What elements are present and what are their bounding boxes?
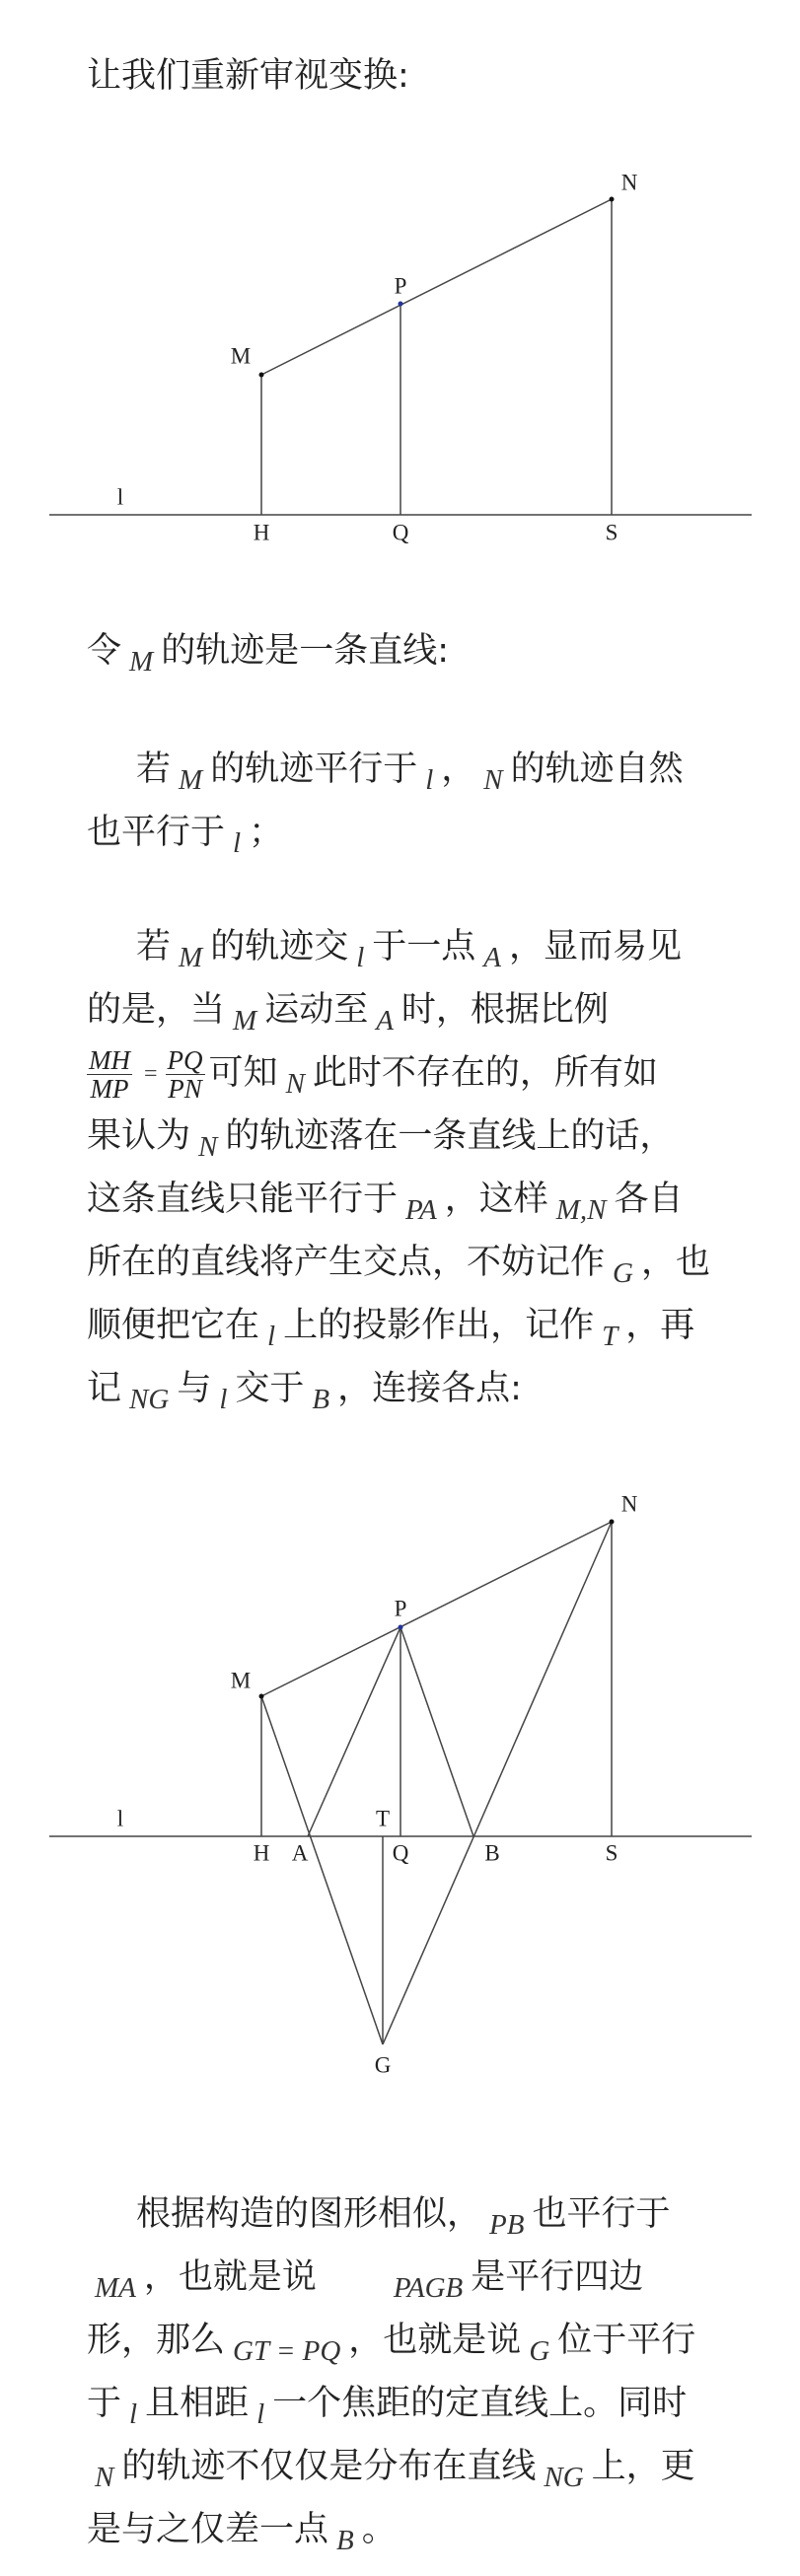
segment-MN bbox=[261, 1522, 612, 1696]
text-run: 也平行于 bbox=[532, 2194, 671, 2234]
label-P: P bbox=[394, 1596, 407, 1621]
paragraph-conclusion bbox=[87, 2183, 767, 2562]
math-symbol: B bbox=[312, 1384, 330, 1415]
text-line bbox=[87, 915, 767, 978]
math-symbol: l bbox=[129, 2398, 138, 2430]
text-run: 的是，当 bbox=[87, 990, 226, 1030]
math-symbol: l bbox=[267, 1321, 276, 1352]
math-symbol: M,N bbox=[555, 1194, 607, 1226]
text-run: 的轨迹交 bbox=[210, 927, 349, 966]
label-B: B bbox=[484, 1840, 500, 1866]
math-symbol: N bbox=[285, 1068, 305, 1100]
math-symbol: A bbox=[376, 1005, 394, 1037]
point-N bbox=[610, 1520, 615, 1525]
segment-NG bbox=[383, 1522, 612, 2044]
math-symbol: G bbox=[529, 2335, 550, 2367]
text-run: 是平行四边 bbox=[471, 2257, 644, 2297]
point-P bbox=[399, 302, 403, 307]
text-line bbox=[87, 1105, 767, 1168]
math-symbol: M bbox=[179, 764, 203, 796]
text-run: 的轨迹平行于 bbox=[210, 750, 418, 789]
text-run: 且相距 bbox=[145, 2384, 250, 2423]
text-run: ，显而易见 bbox=[509, 927, 683, 966]
label-P: P bbox=[394, 273, 407, 299]
point-M bbox=[259, 373, 264, 378]
text-run: ，也就是说 bbox=[348, 2321, 522, 2360]
text-run: ， bbox=[441, 750, 476, 789]
math-symbol: N bbox=[95, 2462, 114, 2493]
math-symbol: T bbox=[602, 1321, 618, 1352]
text-run: ，再 bbox=[625, 1306, 695, 1345]
text-run: 一个焦距的定直线上。同时 bbox=[272, 2384, 688, 2423]
text-line bbox=[87, 1168, 767, 1231]
math-symbol: l bbox=[219, 1384, 228, 1415]
text-run: 若 bbox=[136, 750, 172, 789]
text-run: 位于平行 bbox=[557, 2321, 696, 2360]
math-symbol: l bbox=[356, 942, 365, 973]
point-P bbox=[399, 1625, 403, 1630]
text-run: 。 bbox=[361, 2510, 397, 2549]
segment-MN bbox=[261, 199, 612, 375]
text-line bbox=[87, 619, 767, 682]
math-symbol: M bbox=[233, 1005, 257, 1037]
text-run: 交于 bbox=[235, 1369, 305, 1408]
label-H: H bbox=[253, 1840, 270, 1866]
point-N bbox=[610, 197, 615, 202]
fraction-numerator: PQ bbox=[167, 1044, 203, 1075]
segment-PA bbox=[308, 1627, 400, 1836]
math-symbol: GT = PQ bbox=[233, 2335, 341, 2367]
text-run: 果认为 bbox=[87, 1116, 191, 1156]
math-equals: = bbox=[144, 1061, 158, 1087]
label-Q: Q bbox=[392, 1840, 409, 1866]
text-run: 各自 bbox=[614, 1180, 684, 1219]
label-A: A bbox=[291, 1840, 309, 1866]
text-run: 是与之仅差一点 bbox=[87, 2510, 329, 2549]
text-run: 可知 bbox=[208, 1053, 278, 1093]
label-l: l bbox=[116, 484, 124, 510]
text-line bbox=[87, 1041, 767, 1105]
math-symbol: N bbox=[198, 1131, 218, 1163]
math-symbol: MA bbox=[95, 2272, 136, 2304]
math-fraction bbox=[166, 1046, 205, 1103]
math-symbol: PB bbox=[489, 2209, 525, 2241]
text-line bbox=[87, 2183, 767, 2247]
math-symbol: l bbox=[233, 827, 242, 859]
math-symbol: G bbox=[613, 1257, 633, 1289]
label-G: G bbox=[374, 2052, 392, 2078]
text-line bbox=[87, 2499, 767, 2562]
text-run: 形，那么 bbox=[87, 2321, 226, 2360]
text-run: 的轨迹落在一条直线上的话， bbox=[225, 1116, 675, 1156]
text-run: 此时不存在的，所有如 bbox=[312, 1053, 658, 1093]
text-run: 的轨迹是一条直线: bbox=[161, 631, 449, 671]
text-run: 时，根据比例 bbox=[400, 990, 609, 1030]
fraction-denominator: PN bbox=[168, 1073, 202, 1104]
math-symbol: A bbox=[483, 942, 501, 973]
paragraph-intersect-case bbox=[87, 915, 767, 1420]
math-symbol: NG bbox=[129, 1384, 170, 1415]
text-run: 令 bbox=[87, 631, 122, 671]
math-symbol: l bbox=[425, 764, 434, 796]
text-run: 记 bbox=[87, 1369, 122, 1408]
math-symbol: M bbox=[129, 646, 154, 678]
text-run: 与 bbox=[177, 1369, 212, 1408]
text-line bbox=[87, 978, 767, 1041]
label-M: M bbox=[230, 1668, 252, 1693]
text-run: ，也就是说 bbox=[143, 2257, 386, 2297]
text-run: 上，更 bbox=[591, 2447, 695, 2486]
text-line bbox=[87, 2310, 767, 2373]
text-line bbox=[87, 2373, 767, 2436]
text-run: 顺便把它在 bbox=[87, 1306, 260, 1345]
text-run: 若 bbox=[136, 927, 172, 966]
text-run: 也平行于 bbox=[87, 813, 226, 852]
math-symbol: B bbox=[336, 2525, 354, 2556]
fraction-denominator: MP bbox=[90, 1073, 129, 1104]
text-line bbox=[87, 738, 767, 801]
text-line bbox=[87, 1294, 767, 1357]
paragraph-parallel-case bbox=[87, 738, 767, 864]
math-symbol: N bbox=[483, 764, 503, 796]
text-run: ，这样 bbox=[444, 1180, 548, 1219]
text-line bbox=[87, 1231, 767, 1294]
math-symbol: PAGB bbox=[393, 2272, 464, 2304]
segment-PB bbox=[400, 1627, 473, 1836]
text-run: 的轨迹不仅仅是分布在直线 bbox=[121, 2447, 537, 2486]
text-line bbox=[87, 2436, 767, 2499]
math-symbol: M bbox=[179, 942, 203, 973]
math-fraction bbox=[87, 1046, 132, 1103]
label-S: S bbox=[605, 520, 618, 545]
label-M: M bbox=[230, 343, 252, 369]
label-l: l bbox=[116, 1806, 124, 1831]
point-M bbox=[259, 1694, 264, 1699]
text-run: ； bbox=[249, 813, 284, 852]
math-symbol: l bbox=[256, 2398, 265, 2430]
diagram-1 bbox=[49, 170, 752, 544]
math-symbol: PA bbox=[405, 1194, 437, 1226]
label-H: H bbox=[253, 520, 270, 545]
text-run: 的轨迹自然 bbox=[510, 750, 684, 789]
paragraph-line-locus bbox=[87, 619, 767, 682]
text-run: 这条直线只能平行于 bbox=[87, 1180, 399, 1219]
text-run: 于 bbox=[87, 2384, 122, 2423]
math-symbol: NG bbox=[544, 2462, 584, 2493]
label-T: T bbox=[375, 1806, 391, 1831]
fraction-numerator: MH bbox=[89, 1044, 130, 1075]
text-run: 根据构造的图形相似， bbox=[136, 2194, 482, 2234]
text-line bbox=[87, 2247, 767, 2310]
diagram-2 bbox=[49, 1491, 752, 2077]
segment-MG bbox=[261, 1696, 383, 2044]
text-line bbox=[87, 801, 767, 864]
text-run: 上的投影作出，记作 bbox=[283, 1306, 595, 1345]
text-run: ，连接各点: bbox=[337, 1369, 522, 1408]
text-line bbox=[87, 1357, 767, 1420]
text-run: 所在的直线将产生交点，不妨记作 bbox=[87, 1243, 606, 1282]
label-S: S bbox=[605, 1840, 618, 1866]
text-run: 运动至 bbox=[264, 990, 369, 1030]
heading-text: 让我们重新审视变换: bbox=[87, 56, 409, 96]
text-run: 于一点 bbox=[372, 927, 476, 966]
text-run: ，也 bbox=[640, 1243, 710, 1282]
label-N: N bbox=[620, 170, 638, 195]
label-Q: Q bbox=[392, 520, 409, 545]
label-N: N bbox=[620, 1491, 638, 1517]
